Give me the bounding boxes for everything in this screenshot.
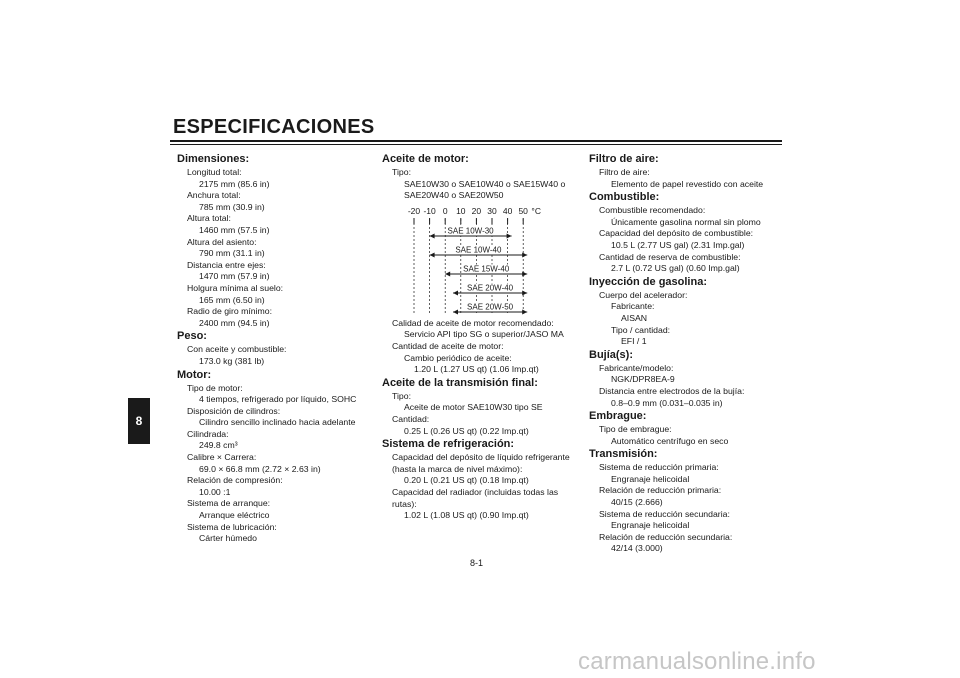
filtro-label: Filtro de aire:: [599, 167, 650, 177]
heading-peso: Peso:: [177, 330, 207, 343]
arrow-left: [430, 252, 435, 257]
arrow-right: [507, 233, 512, 238]
sec-rel-value: 42/14 (3.000): [611, 543, 663, 554]
iny-tipo-value: EFI / 1: [621, 336, 647, 347]
calidad-label: Calidad de aceite de motor recomendado:: [392, 317, 554, 328]
iny-tipo-label: Tipo / cantidad:: [611, 324, 671, 335]
cuerpo-label: Cuerpo del acelerador:: [599, 289, 688, 300]
motor-spec-label: Cilindrada:: [187, 428, 229, 439]
filtro-value: Elemento de papel revestido con aceite: [611, 178, 764, 189]
deposito-value: 0.20 L (0.21 US qt) (0.18 Imp.qt): [404, 475, 529, 486]
embrague-tipo-label: Tipo de embrague:: [599, 424, 672, 435]
column-3: [589, 152, 789, 555]
temp-label: -20: [407, 205, 421, 216]
temp-label: 0: [442, 205, 448, 216]
radiador-label-2: rutas):: [392, 498, 417, 509]
viscosity-bar-label: SAE 15W-40: [463, 264, 510, 274]
column-2: [382, 152, 582, 522]
dimension-value: 2175 mm (85.6 in): [199, 178, 270, 189]
viscosity-diagram: [400, 202, 580, 318]
heading-aceite-motor: Aceite de motor:: [382, 153, 469, 165]
motor-list: [177, 383, 367, 545]
tf-tipo-label: Tipo:: [392, 390, 411, 401]
heading-transmision: Transmisión:: [589, 448, 658, 461]
deposito-label-2: (hasta la marca de nivel máximo):: [392, 463, 523, 474]
arrow-right: [522, 290, 527, 295]
arrow-right: [522, 271, 527, 276]
dimension-value: 1460 mm (57.5 in): [199, 224, 270, 235]
fabricante-label: Fabricante:: [611, 301, 655, 312]
dimension-label: Altura total:: [187, 213, 231, 224]
dimension-label: Distancia entre ejes:: [187, 259, 266, 270]
cantidad-aceite-label: Cantidad de aceite de motor:: [392, 340, 504, 351]
motor-spec-value: 249.8 cm³: [199, 440, 238, 451]
heading-embrague: Embrague:: [589, 410, 647, 423]
dimension-label: Longitud total:: [187, 167, 242, 177]
motor-spec-value: Cilindro sencillo inclinado hacia adelante: [199, 417, 356, 428]
motor-spec-value: 10.00 :1: [199, 486, 231, 497]
bujia-modelo-value: NGK/DPR8EA-9: [611, 374, 675, 385]
aceite-tipo-value: SAE10W30 o SAE10W40 o SAE15W40 o: [404, 178, 566, 189]
fabricante-value: AISAN: [621, 312, 648, 323]
dimension-value: 2400 mm (94.5 in): [199, 317, 270, 328]
dimension-label: Anchura total:: [187, 190, 241, 201]
title-rule-thin: [170, 144, 782, 145]
heading-dimensiones: Dimensiones:: [177, 153, 250, 165]
dimension-value: 785 mm (30.9 in): [199, 201, 265, 212]
heading-inyeccion: Inyección de gasolina:: [589, 275, 707, 288]
temp-label: 50: [518, 205, 528, 216]
dimension-value: 790 mm (31.1 in): [199, 248, 265, 259]
prim-rel-label: Relación de reducción primaria:: [599, 485, 722, 496]
motor-spec-value: 69.0 × 66.8 mm (2.72 × 2.63 in): [199, 463, 321, 474]
motor-spec-label: Sistema de arranque:: [187, 498, 271, 509]
heading-bujia: Bujía(s):: [589, 348, 633, 361]
motor-spec-value: 4 tiempos, refrigerado por líquido, SOHC: [199, 394, 357, 405]
motor-spec-value: Arranque eléctrico: [199, 510, 270, 521]
peso-label: Con aceite y combustible:: [187, 344, 287, 355]
aceite-tipo-value-2: SAE20W40 o SAE20W50: [404, 190, 504, 201]
arrow-left: [453, 290, 458, 295]
sec-rel-label: Relación de reducción secundaria:: [599, 531, 733, 542]
temp-label: 10: [456, 205, 466, 216]
watermark: carmanualsonline.info: [578, 648, 816, 675]
motor-spec-label: Disposición de cilindros:: [187, 405, 281, 416]
prim-label: Sistema de reducción primaria:: [599, 462, 719, 473]
viscosity-svg: [400, 202, 580, 318]
embrague-tipo-value: Automático centrífugo en seco: [611, 435, 729, 446]
bujia-modelo-label: Fabricante/modelo:: [599, 362, 674, 373]
comb-rec-label: Combustible recomendado:: [599, 205, 706, 216]
dimension-label: Holgura mínima al suelo:: [187, 282, 284, 293]
comb-res-label: Cantidad de reserva de combustible:: [599, 251, 741, 262]
page-title: ESPECIFICACIONES: [173, 116, 375, 138]
dimensiones-list: [177, 167, 367, 329]
deposito-label: Capacidad del depósito de líquido refrigerante: [392, 452, 570, 463]
tf-cantidad-value: 0.25 L (0.26 US qt) (0.22 Imp.qt): [404, 425, 529, 436]
viscosity-bar-label: SAE 20W-40: [467, 283, 514, 293]
arrow-left: [445, 271, 450, 276]
dimension-label: Altura del asiento:: [187, 236, 257, 247]
radiador-value: 1.02 L (1.08 US qt) (0.90 Imp.qt): [404, 510, 529, 521]
heading-filtro: Filtro de aire:: [589, 153, 659, 165]
motor-spec-label: Calibre × Carrera:: [187, 452, 257, 463]
heading-motor: Motor:: [177, 368, 212, 381]
heading-transmision-final: Aceite de la transmisión final:: [382, 376, 538, 389]
sec-value: Engranaje helicoidal: [611, 520, 690, 531]
temp-label: 30: [487, 205, 497, 216]
tf-cantidad-label: Cantidad:: [392, 413, 430, 424]
heading-refrigeracion: Sistema de refrigeración:: [382, 438, 515, 451]
prim-rel-value: 40/15 (2.666): [611, 497, 663, 508]
arrow-right: [522, 309, 527, 314]
comb-res-value: 2.7 L (0.72 US gal) (0.60 Imp.gal): [611, 263, 740, 274]
motor-spec-label: Sistema de lubricación:: [187, 521, 277, 532]
prim-value: Engranaje helicoidal: [611, 473, 690, 484]
temp-label: -10: [423, 205, 436, 216]
motor-spec-label: Relación de compresión:: [187, 475, 283, 486]
temp-label: 40: [502, 205, 513, 216]
radiador-label: Capacidad del radiador (incluidas todas las: [392, 486, 559, 497]
peso-list: [177, 344, 367, 367]
viscosity-bar-label: SAE 10W-30: [447, 226, 494, 236]
bujia-dist-value: 0.8–0.9 mm (0.031–0.035 in): [611, 397, 723, 408]
motor-spec-label: Tipo de motor:: [187, 382, 243, 393]
arrow-right: [522, 252, 527, 257]
aceite-tipo-label: Tipo:: [392, 167, 411, 177]
cambio-aceite-value: 1.20 L (1.27 US qt) (1.06 Imp.qt): [414, 364, 539, 375]
viscosity-bar-label: SAE 10W-40: [455, 245, 502, 255]
viscosity-bar-label: SAE 20W-50: [467, 302, 514, 312]
cambio-aceite-label: Cambio periódico de aceite:: [404, 352, 512, 363]
dimension-label: Radio de giro mínimo:: [187, 306, 272, 317]
dimension-value: 165 mm (6.50 in): [199, 294, 265, 305]
motor-spec-value: Cárter húmedo: [199, 533, 257, 544]
tf-tipo-value: Aceite de motor SAE10W30 tipo SE: [404, 402, 543, 413]
comb-cap-label: Capacidad del depósito de combustible:: [599, 228, 754, 239]
comb-cap-value: 10.5 L (2.77 US gal) (2.31 Imp.gal): [611, 239, 745, 250]
title-rule: [170, 140, 782, 142]
calidad-value: Servicio API tipo SG o superior/JASO MA: [404, 329, 564, 340]
sec-label: Sistema de reducción secundaria:: [599, 508, 730, 519]
section-tab: 8: [128, 398, 150, 444]
heading-combustible: Combustible:: [589, 191, 660, 204]
temp-label: 20: [471, 205, 482, 216]
arrow-left: [453, 309, 458, 314]
column-1: [177, 152, 367, 545]
bujia-dist-label: Distancia entre electrodos de la bujía:: [599, 385, 745, 396]
comb-rec-value: Únicamente gasolina normal sin plomo: [611, 216, 761, 227]
peso-value: 173.0 kg (381 lb): [199, 355, 265, 366]
arrow-left: [430, 233, 435, 238]
temp-unit: °C: [531, 205, 541, 216]
page-number: 8-1: [470, 558, 484, 568]
dimension-value: 1470 mm (57.9 in): [199, 271, 270, 282]
